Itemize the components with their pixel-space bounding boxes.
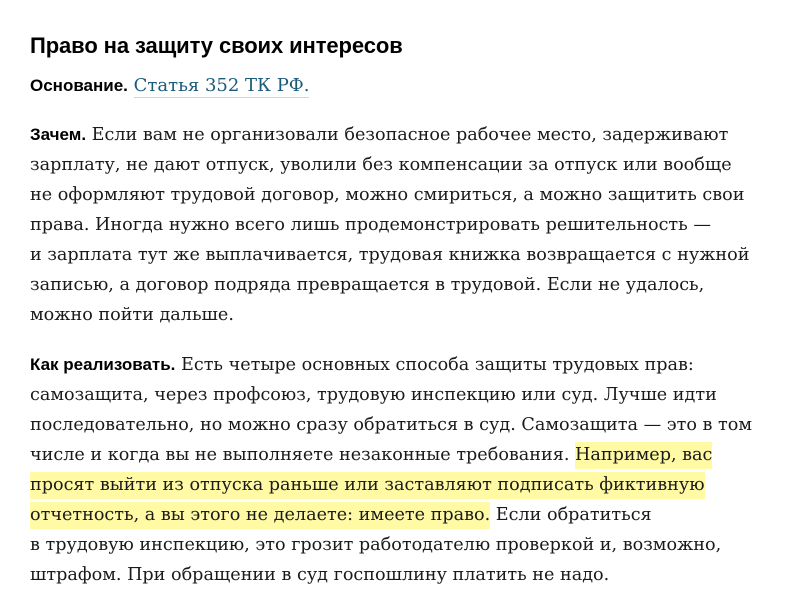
how-lead: Как реализовать.	[30, 355, 176, 374]
how-line: самозащита, через профсоюз, трудовую инспекцию или суд. Лучше идти	[30, 385, 717, 405]
how-line	[30, 500, 752, 530]
section-title: Право на защиту своих интересов	[30, 33, 403, 58]
why-line: права. Иногда нужно всего лишь продемонстрировать решительность —	[30, 215, 711, 235]
highlighted-text: отчетность, а вы этого не делаете: имеете право.	[30, 502, 490, 529]
why-line: и зарплата тут же выплачивается, трудовая книжка возвращается с нужной	[30, 245, 750, 265]
article-352-link[interactable]: Статья 352 ТК РФ.	[133, 75, 310, 96]
how-line: в трудовую инспекцию, это грозит работодателю проверкой и, возможно,	[30, 535, 722, 555]
why-lead: Зачем.	[30, 125, 87, 144]
why-line-text: Если вам не организовали безопасное рабочее место, задерживают	[86, 125, 729, 145]
how-line: последовательно, но можно сразу обратиться в суд. Самозащита — это в том	[30, 415, 753, 435]
why-line: записью, а договор подряда превращается в трудовой. Если не удалось,	[30, 275, 705, 295]
highlighted-text: просят выйти из отпуска раньше или заставляют подписать фиктивную	[30, 472, 705, 499]
highlighted-text: Например, вас	[575, 442, 712, 469]
why-line: не оформляют трудовой договор, можно смириться, а можно защитить свои	[30, 185, 745, 205]
how-line-text: Есть четыре основных способа защиты трудовых прав:	[175, 355, 694, 375]
why-line: можно пойти дальше.	[30, 305, 234, 325]
how-line	[30, 470, 752, 500]
how-line	[30, 350, 752, 380]
how-line-text: числе и когда вы не выполняете незаконные требования.	[30, 445, 576, 465]
how-line: штрафом. При обращении в суд госпошлину платить не надо.	[30, 565, 610, 585]
how-paragraph	[30, 350, 752, 590]
basis-lead: Основание.	[30, 76, 128, 95]
basis-paragraph	[30, 71, 309, 101]
how-line	[30, 440, 752, 470]
how-line-text: Если обратиться	[490, 505, 652, 525]
why-paragraph	[30, 120, 749, 330]
why-line: зарплату, не дают отпуск, уволили без компенсации за отпуск или вообще	[30, 155, 732, 175]
why-line	[30, 120, 749, 150]
